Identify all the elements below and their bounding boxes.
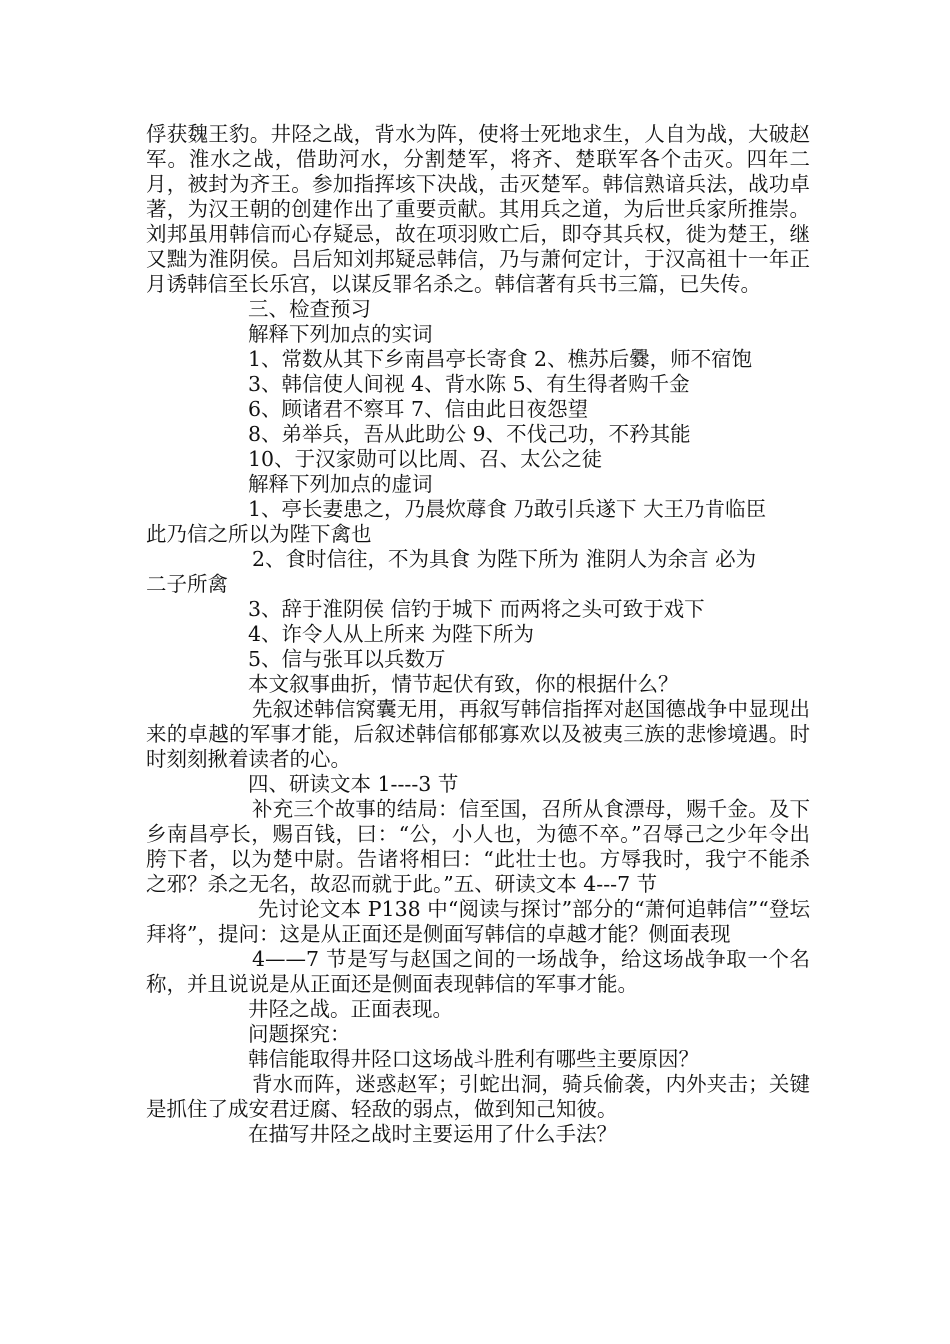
exercise-line: 3、韩信使人间视 4、背水陈 5、有生得者购千金 [248, 372, 690, 396]
question-writing-technique: 在描写井陉之战时主要运用了什么手法？ [248, 1122, 617, 1146]
heading-problem-inquiry: 问题探究： [248, 1022, 351, 1046]
paragraph-battle-naming: 4——7 节是写与赵国之间的一场战争，给这场战争取一个名称，并且说说是从正面还是侧面表现韩信的军事才能。 [146, 947, 810, 996]
answer-narrative: 先叙述韩信窝囊无用，再叙写韩信指挥对赵国德战争中显现出来的卓越的军事才能，后叙述韩信郁郁寡欢以及被夷三族的悲惨境遇。时时刻刻揪着读者的心。 [146, 697, 810, 771]
subheading-content-words: 解释下列加点的实词 [248, 322, 433, 346]
exercise-line: 1、常数从其下乡南昌亭长寄食 2、樵苏后爨，师不宿饱 [248, 347, 753, 371]
heading-study-text-1-3: 四、研读文本 1----3 节 [248, 772, 459, 796]
exercise-line: 1、亭长妻患之，乃晨炊蓐食 乃敢引兵遂下 大王乃肯临臣 [248, 497, 767, 521]
paragraph-han-xin-biography: 俘获魏王豹。井陉之战，背水为阵，使将士死地求生，人自为战，大破赵军。淮水之战，借助河水，分割楚军，将齐、楚联军各个击灭。四年二月，被封为齐王。参加指挥垓下决战，击灭楚军。韩信熟谙兵法，战功卓著，为汉王朝的创建作出了重要贡献。其用兵之道，为后世兵家所推崇。刘邦虽用韩信而心存疑忌，故在项羽败亡后，即夺其兵权，徙为楚王，继又黜为淮阴侯。吕后知刘邦疑忌韩信，乃与萧何定计，于汉高祖十一年正月诱韩信至长乐宫，以谋反罪名杀之。韩信著有兵书三篇，已失传。 [146, 122, 810, 296]
paragraph-story-endings: 补充三个故事的结局：信至国，召所从食漂母，赐千金。及下乡南昌亭长，赐百钱，曰：“公，小人也，为德不卒。”召辱己之少年令出胯下者，以为楚中尉。告诸将相曰：“此壮士也。方辱我时，我宁不能杀之邪？杀之无名，故忍而就于此。”五、研读文本 4---7 节 [146, 797, 810, 896]
paragraph-discussion-p138: 先讨论文本 P138 中“阅读与探讨”部分的“萧何追韩信”“登坛拜将”，提问：这是从正面还是侧面写韩信的卓越才能？侧面表现 [146, 897, 810, 946]
question-victory-reasons: 韩信能取得井陉口这场战斗胜利有哪些主要原因？ [248, 1047, 699, 1071]
answer-victory-reasons: 背水而阵，迷惑赵军；引蛇出洞，骑兵偷袭，内外夹击；关键是抓住了成安君迂腐、轻敌的弱点，做到知己知彼。 [146, 1072, 810, 1121]
document-body [146, 122, 810, 1147]
exercise-line: 5、信与张耳以兵数万 [248, 647, 446, 671]
heading-check-preview: 三、检查预习 [248, 297, 371, 321]
exercise-line: 4、诈令人从上所来 为陛下所为 [248, 622, 535, 646]
exercise-line: 6、顾诸君不察耳 7、信由此日夜怨望 [248, 397, 589, 421]
exercise-line-continued: 二子所禽 [146, 572, 228, 596]
subheading-function-words: 解释下列加点的虚词 [248, 472, 433, 496]
exercise-line: 8、弟举兵，吾从此助公 9、不伐己功，不矜其能 [248, 422, 691, 446]
answer-jingxing-battle: 井陉之战。正面表现。 [248, 997, 453, 1021]
exercise-line: 3、辞于淮阴侯 信钓于城下 而两将之头可致于戏下 [248, 597, 705, 621]
exercise-line: 10、于汉家勋可以比周、召、太公之徒 [248, 447, 603, 471]
question-narrative: 本文叙事曲折，情节起伏有致，你的根据什么？ [248, 672, 679, 696]
exercise-line-continued: 此乃信之所以为陛下禽也 [146, 522, 372, 546]
exercise-line: 2、食时信往，不为具食 为陛下所为 淮阴人为余言 必为 [252, 547, 757, 571]
